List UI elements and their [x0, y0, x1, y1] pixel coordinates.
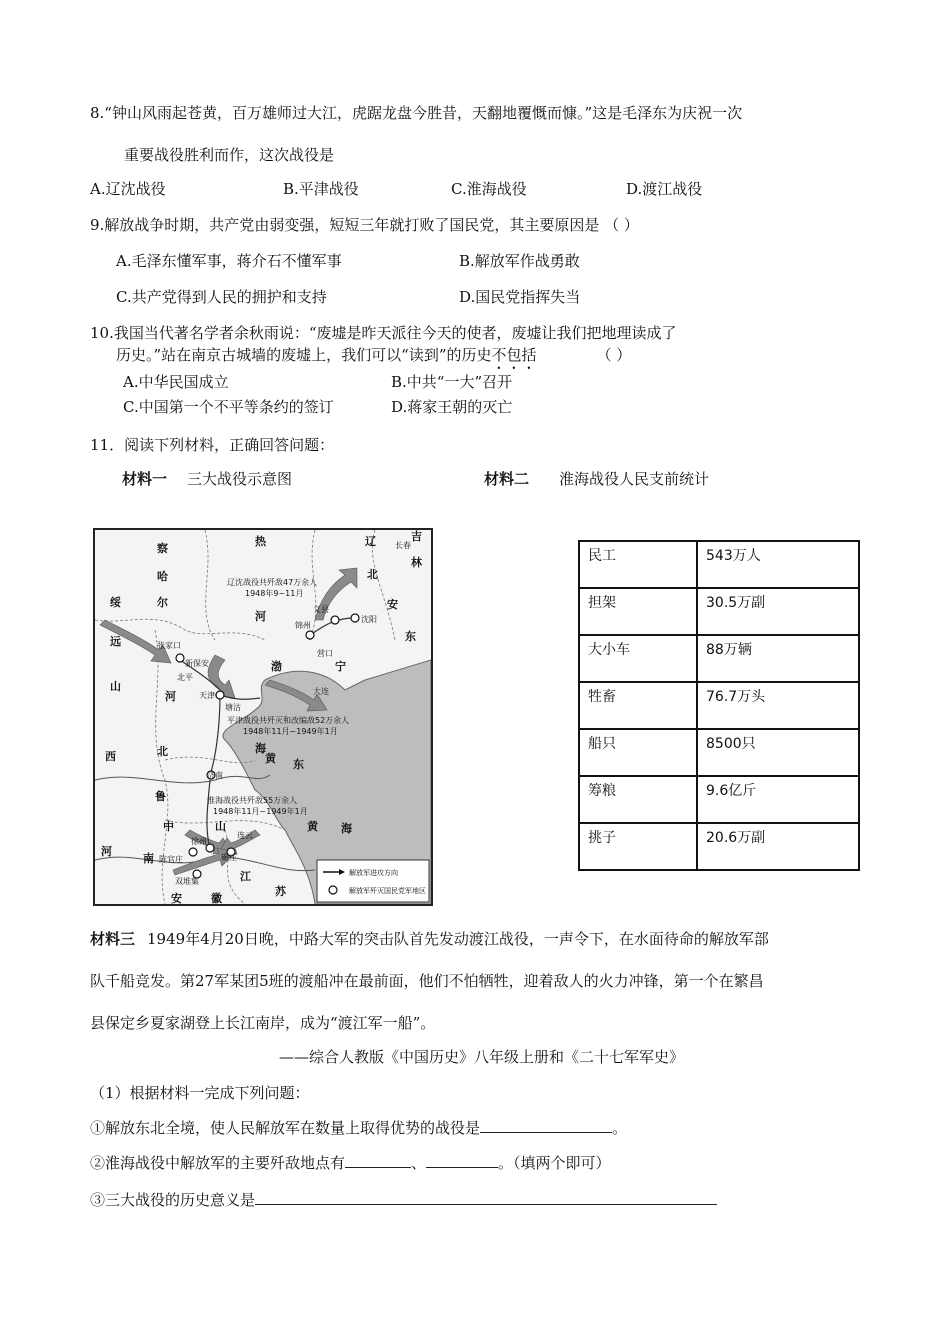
- material-two-heading: [484, 469, 709, 489]
- table-cell-amount: 20.6万副: [697, 823, 859, 870]
- sub-question-1-2-text: ②淮海战役中解放军的主要歼敌地点有: [90, 1154, 346, 1172]
- q10-option-d: D.蒋家王朝的灭亡: [391, 398, 513, 416]
- answer-blank-3[interactable]: [255, 1190, 717, 1205]
- region-label: 安: [387, 598, 398, 611]
- q10-option-b: B.中共“一大”召开: [391, 373, 513, 391]
- q10-option-c: C.中国第一个不平等条约的签订: [123, 398, 334, 416]
- region-label: 山: [215, 820, 226, 833]
- period: 。: [612, 1119, 628, 1137]
- region-label: 远: [110, 635, 121, 648]
- q9-option-b: B.解放军作战勇敢: [459, 252, 580, 270]
- q10-stem-line1: 10.我国当代著名学者余秋雨说：“废墟是昨天派往今天的使者，废墟让我们把地理读成了: [90, 324, 677, 342]
- answer-blank-2b[interactable]: [426, 1153, 498, 1168]
- legend-circle-icon: [329, 886, 337, 894]
- region-label: 哈: [157, 570, 168, 583]
- q10-stem-line2: [116, 345, 631, 373]
- map-label-huaihai-date: 1948年11月~1949年1月: [213, 807, 308, 816]
- region-label: 徽: [211, 892, 222, 904]
- sub-question-1: （1）根据材料一完成下列问题：: [90, 1084, 310, 1102]
- separator: 、: [411, 1154, 427, 1172]
- q8-stem-line1: 8.“钟山风雨起苍黄，百万雄师过大江，虎踞龙盘今胜昔，天翻地覆慨而慷。”这是毛泽东为庆祝一次: [90, 104, 743, 122]
- table-row: [579, 729, 859, 776]
- material-three-source: ——综合人教版《中国历史》八年级上册和《二十七军军史》: [279, 1048, 685, 1066]
- table-row: [579, 588, 859, 635]
- region-label: 江: [240, 870, 251, 883]
- legend-arrow-label: 解放军进攻方向: [349, 869, 398, 877]
- map-label-beiping: 北平: [177, 673, 193, 682]
- answer-blank-1[interactable]: [480, 1118, 612, 1133]
- map-label-zhangjiakou: 张家口: [157, 641, 181, 650]
- region-label: 林: [411, 556, 422, 569]
- q8-option-d: D.渡江战役: [626, 180, 703, 198]
- support-statistics-table: [578, 540, 860, 871]
- region-label: 河: [255, 610, 266, 623]
- map-label-changchun: 长春: [395, 541, 411, 550]
- q8-option-c: C.淮海战役: [451, 180, 527, 198]
- region-label: 热: [255, 535, 266, 548]
- region-label: 河: [165, 690, 176, 703]
- table-cell-item: 民工: [579, 541, 697, 588]
- region-label: 苏: [275, 885, 286, 898]
- map-label-xinbaoan: 新保安: [185, 659, 209, 668]
- material-two-title: 淮海战役人民支前统计: [559, 470, 710, 488]
- q9-stem: 9.解放战争时期，共产党由弱变强，短短三年就打败了国民党，其主要原因是 （ ）: [90, 216, 639, 234]
- region-label: 黄: [307, 820, 318, 833]
- map-label-xuzhou: 徐州: [191, 837, 207, 846]
- q11-stem: 11．阅读下列材料，正确回答问题：: [90, 436, 335, 454]
- region-label: 东: [405, 630, 416, 643]
- map-label-chenguanzhuang: 陈官庄: [159, 855, 183, 864]
- region-label: 山: [110, 680, 121, 693]
- region-label: 尔: [157, 596, 168, 609]
- map-label-jinan: 济南: [207, 771, 223, 780]
- q9-option-d: D.国民党指挥失当: [459, 288, 581, 306]
- sub-question-1-2: [90, 1153, 611, 1173]
- material-three-label: 材料三: [90, 930, 136, 948]
- region-label: 中: [163, 820, 174, 833]
- material-one-label: 材料一: [122, 470, 168, 488]
- map-label-liaoshen-date: 1948年9~11月: [245, 589, 304, 598]
- material-three-line3: 县保定乡夏家湖登上长江南岸，成为“渡江军一船”。: [90, 1014, 436, 1032]
- table-row: [579, 823, 859, 870]
- table-cell-item: 船只: [579, 729, 697, 776]
- region-label: 北: [157, 745, 168, 758]
- map-legend: [317, 860, 429, 902]
- q9-option-a: A.毛泽东懂军事，蒋介石不懂军事: [116, 252, 342, 270]
- material-two-label: 材料二: [484, 470, 530, 488]
- map-label-dalian: 大连: [313, 687, 329, 696]
- q8-option-b: B.平津战役: [283, 180, 359, 198]
- table-row: [579, 541, 859, 588]
- sub-question-1-1-text: ①解放东北全境，使人民解放军在数量上取得优势的战役是: [90, 1119, 481, 1137]
- q10-stem-text: 历史。”站在南京古城墙的废墟上，我们可以“读到”的历史: [116, 346, 492, 364]
- sub-question-1-3-text: ③三大战役的历史意义是: [90, 1191, 256, 1209]
- region-label: 海: [341, 822, 352, 835]
- table-cell-amount: 30.5万副: [697, 588, 859, 635]
- table-cell-item: 大小车: [579, 635, 697, 682]
- region-label: 察: [157, 542, 168, 555]
- table-cell-amount: 8500只: [697, 729, 859, 776]
- region-label: 安: [171, 892, 182, 904]
- region-label: 宁: [335, 660, 346, 673]
- map-label-lianyun: 连云: [237, 831, 253, 840]
- table-cell-amount: 88万辆: [697, 635, 859, 682]
- map-label-yishan: 义县: [313, 605, 329, 614]
- answer-blank-2a[interactable]: [345, 1153, 411, 1168]
- map-label-jinzhou: 锦州: [295, 621, 311, 630]
- material-one-title: 三大战役示意图: [187, 470, 293, 488]
- table-cell-item: 挑子: [579, 823, 697, 870]
- map-label-nianzhuang: 碾庄: [221, 853, 237, 862]
- region-label: 鲁: [155, 790, 166, 803]
- region-label: 渤: [271, 660, 282, 673]
- table-row: [579, 635, 859, 682]
- table-row: [579, 682, 859, 729]
- material-three-line2: 队千船竞发。第27军某团5班的渡船冲在最前面，他们不怕牺牲，迎着敌人的火力冲锋，第一个在繁昌: [90, 972, 764, 990]
- table-cell-item: 筹粮: [579, 776, 697, 823]
- region-label: 绥: [110, 596, 121, 609]
- table-row: [579, 776, 859, 823]
- three-campaigns-map: [93, 528, 433, 906]
- table-cell-item: 担架: [579, 588, 697, 635]
- region-label: 辽: [365, 535, 376, 548]
- sub-question-1-2-tail: 。（填两个即可）: [498, 1154, 611, 1172]
- table-cell-amount: 9.6亿斤: [697, 776, 859, 823]
- sub-question-1-3: [90, 1190, 717, 1210]
- region-label: 海: [255, 742, 266, 755]
- region-label: 北: [367, 568, 378, 581]
- region-label: 黄: [265, 752, 276, 765]
- q8-option-a: A.辽沈战役: [90, 180, 166, 198]
- map-label-liaoshen: 辽沈战役共歼敌47万余人: [227, 578, 318, 587]
- sub-question-1-1: [90, 1118, 627, 1138]
- region-label: 河: [101, 845, 112, 858]
- q10-emphasis: 不包括: [491, 346, 537, 364]
- table-cell-amount: 543万人: [697, 541, 859, 588]
- q10-paren: （ ）: [596, 346, 632, 364]
- region-label: 南: [143, 852, 154, 865]
- material-three-line1: [90, 929, 769, 949]
- table-cell-item: 牲畜: [579, 682, 697, 729]
- map-label-tianjin: 天津: [199, 691, 215, 700]
- material-one-heading: [122, 469, 292, 489]
- material-three-text1: 1949年4月20日晚，中路大军的突击队首先发动渡江战役，一声令下，在水面待命的解放军部: [147, 930, 769, 948]
- map-graphic: [95, 530, 431, 904]
- q10-option-a: A.中华民国成立: [123, 373, 229, 391]
- q9-option-c: C.共产党得到人民的拥护和支持: [116, 288, 327, 306]
- q8-stem-line2: 重要战役胜利而作，这次战役是: [124, 146, 335, 164]
- map-label-pingjin: 平津战役共歼灭和改编敌52万余人: [227, 716, 350, 725]
- map-label-pingjin-date: 1948年11月~1949年1月: [243, 727, 338, 736]
- region-label: 西: [105, 750, 116, 763]
- region-label: 吉: [411, 530, 422, 543]
- map-label-yingkou: 营口: [317, 649, 333, 658]
- region-label: 东: [293, 758, 304, 771]
- legend-circle-label: 解放军歼灭国民党军地区: [349, 887, 426, 895]
- map-label-tanggu: 塘沽: [225, 703, 241, 712]
- map-label-shuangduiji: 双堆集: [175, 877, 199, 886]
- table-cell-amount: 76.7万头: [697, 682, 859, 729]
- map-label-huaihai: 淮海战役共歼敌55万余人: [207, 796, 298, 805]
- map-label-shenyang: 沈阳: [361, 615, 377, 624]
